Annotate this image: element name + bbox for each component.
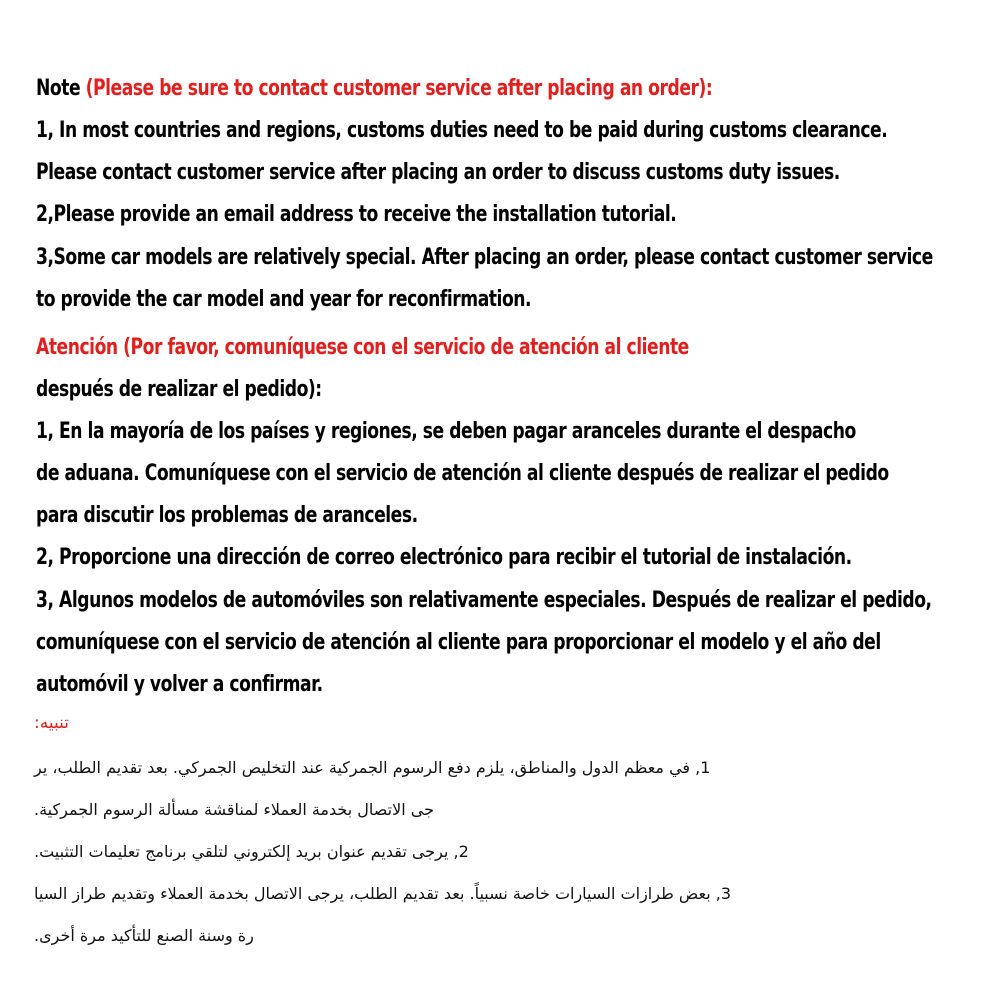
spanish-item-3b: comuníquese con el servicio de atención al cliente para proporcionar el modelo y el año del bbox=[36, 630, 881, 655]
arabic-item-1a: 1, في معظم الدول والمناطق، يلزم دفع الرسوم الجمركية عند التخليص الجمركي. بعد تقديم الطلب، ير bbox=[34, 758, 711, 777]
arabic-title: تنبيه: bbox=[34, 713, 69, 733]
spanish-item-1a: 1, En la mayoría de los países y regiones, se deben pagar aranceles durante el despacho bbox=[36, 419, 856, 444]
english-note-label: Note bbox=[36, 76, 86, 101]
arabic-item-3b: رة وسنة الصنع للتأكيد مرة أخرى. bbox=[34, 926, 254, 945]
spanish-item-2: 2, Proporcione una dirección de correo electrónico para recibir el tutorial de instalación. bbox=[36, 545, 852, 570]
english-note-warning: (Please be sure to contact customer service after placing an order): bbox=[85, 76, 713, 101]
english-item-3a: 3,Some car models are relatively special. After placing an order, please contact customer service bbox=[36, 245, 933, 270]
spanish-item-1b: de aduana. Comuníquese con el servicio de atención al cliente después de realizar el pedido bbox=[36, 461, 889, 486]
english-item-3b: to provide the car model and year for reconfirmation. bbox=[36, 287, 532, 312]
english-item-1a: 1, In most countries and regions, customs duties need to be paid during customs clearance. bbox=[36, 118, 888, 143]
english-note-line bbox=[36, 76, 712, 101]
arabic-item-3a: 3, بعض طرازات السيارات خاصة نسبياً. بعد تقديم الطلب، يرجى الاتصال بخدمة العملاء وتقديم طراز السيا bbox=[34, 884, 732, 903]
spanish-title-cont: después de realizar el pedido): bbox=[36, 377, 322, 402]
spanish-item-3a: 3, Algunos modelos de automóviles son relativamente especiales. Después de realizar el pedido, bbox=[36, 588, 932, 613]
arabic-item-1b: جى الاتصال بخدمة العملاء لمناقشة مسألة الرسوم الجمركية. bbox=[34, 800, 434, 819]
spanish-item-3c: automóvil y volver a confirmar. bbox=[36, 672, 323, 697]
spanish-title: Atención (Por favor, comuníquese con el servicio de atención al cliente bbox=[36, 335, 689, 360]
english-item-2: 2,Please provide an email address to receive the installation tutorial. bbox=[36, 202, 677, 227]
spanish-item-1c: para discutir los problemas de aranceles. bbox=[36, 503, 418, 528]
english-item-1b: Please contact customer service after placing an order to discuss customs duty issues. bbox=[36, 160, 840, 185]
arabic-item-2: 2, يرجى تقديم عنوان بريد إلكتروني لتلقي برنامج تعليمات التثبيت. bbox=[34, 842, 469, 861]
